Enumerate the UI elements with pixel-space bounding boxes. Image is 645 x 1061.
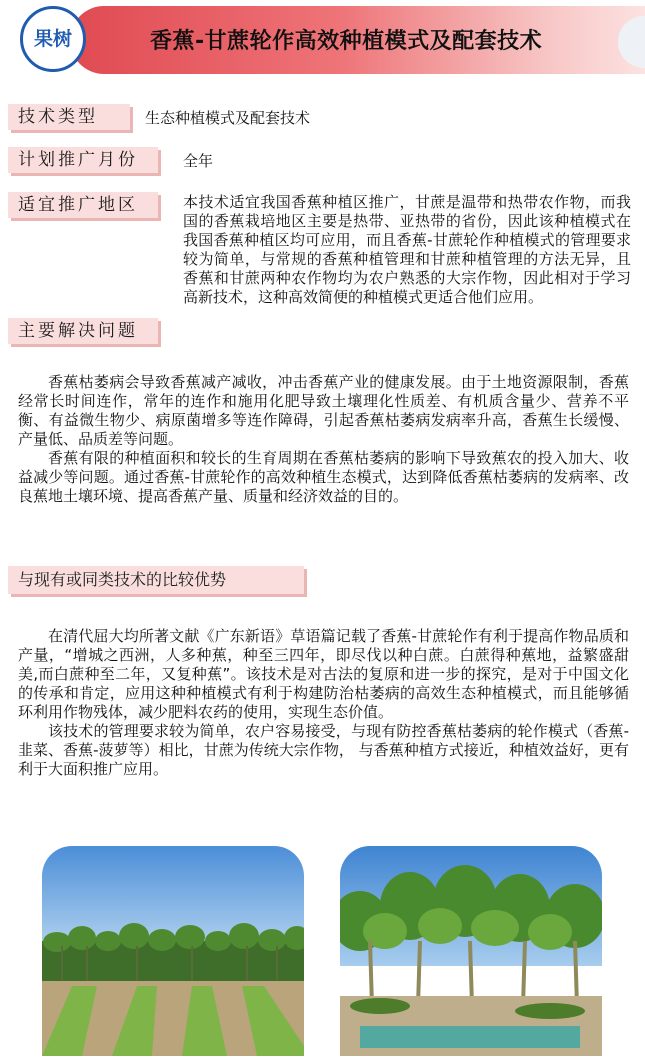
problems-label: 主要解决问题: [8, 318, 158, 344]
region-paragraph: 本技术适宜我国香蕉种植区推广，甘蔗是温带和热带农作物，而我国的香蕉栽培地区主要是热带、亚热带的省份，因此该种植模式在我国香蕉种植区均可应用，而且香蕉-甘蔗轮作种植模式的管理要求较为简单，与常规的香蕉种植管理和甘蔗种植管理的方法无异，且香蕉和甘蔗两种农作物均为农户熟悉的大宗作物，因此相对于学习高新技术，这种高效简便的种植模式更适合他们应用。: [183, 193, 631, 306]
problems-paragraph-1: 香蕉枯萎病会导致香蕉减产减收，冲击香蕉产业的健康发展。由于土地资源限制，香蕉经常长时间连作，常年的连作和施用化肥导致土壤理化性质差、有机质含量少、营养不平衡、有益微生物少、病原菌增多等连作障碍，引起香蕉枯萎病发病率升高，香蕉生长缓慢、产量低、品质差等问题。: [18, 373, 629, 448]
category-badge: [20, 6, 86, 72]
plantation-photo-illustration: [340, 846, 602, 1056]
promo-month-label: 计划推广月份: [8, 147, 158, 173]
tech-type-label: 技术类型: [8, 104, 130, 130]
advantages-label: 与现有或同类技术的比较优势: [8, 566, 304, 594]
field-photo-illustration: [42, 846, 304, 1056]
advantages-paragraph-2: 该技术的管理要求较为简单，农户容易接受，与现有防控香蕉枯萎病的轮作模式（香蕉-韭菜、香蕉-菠萝等）相比，甘蔗为传统大宗作物， 与香蕉种植方式接近，种植效益好，更有利于大面积推广应用。: [18, 722, 629, 778]
problems-body: [18, 373, 629, 506]
tech-type-value: 生态种植模式及配套技术: [145, 109, 311, 127]
problems-paragraph-2: 香蕉有限的种植面积和较长的生育周期在香蕉枯萎病的影响下导致蕉农的投入加大、收益减少等问题。通过香蕉-甘蔗轮作的高效种植生态模式，达到降低香蕉枯萎病的发病率、改良蕉地土壤环境、提高香蕉产量、质量和经济效益的目的。: [18, 449, 629, 505]
promo-month-value: 全年: [183, 152, 214, 170]
photo-banana-sugarcane-field: [42, 846, 304, 1056]
page-title: 香蕉-甘蔗轮作高效种植模式及配套技术: [150, 29, 543, 54]
photo-banana-plantation: [340, 846, 602, 1056]
advantages-body: [18, 627, 629, 779]
category-badge-label: 果树: [33, 28, 72, 50]
region-label: 适宜推广地区: [8, 192, 158, 218]
region-description: [183, 193, 631, 307]
advantages-paragraph-1: 在清代屈大均所著文献《广东新语》草语篇记载了香蕉-甘蔗轮作有利于提高作物品质和产量，“增城之西洲，人多种蕉，种至三四年，即尽伐以种白蔗。白蔗得种蕉地，益繁盛甜美,而白蔗种至二年，又复种蕉”。该技术是对古法的复原和进一步的探究，是对于中国文化的传承和肯定，应用这种种植模式有利于构建防治枯萎病的高效生态种植模式，而且能够循环利用作物残体，减少肥料农药的使用，实现生态价值。: [18, 627, 629, 721]
page-header: [0, 0, 645, 78]
